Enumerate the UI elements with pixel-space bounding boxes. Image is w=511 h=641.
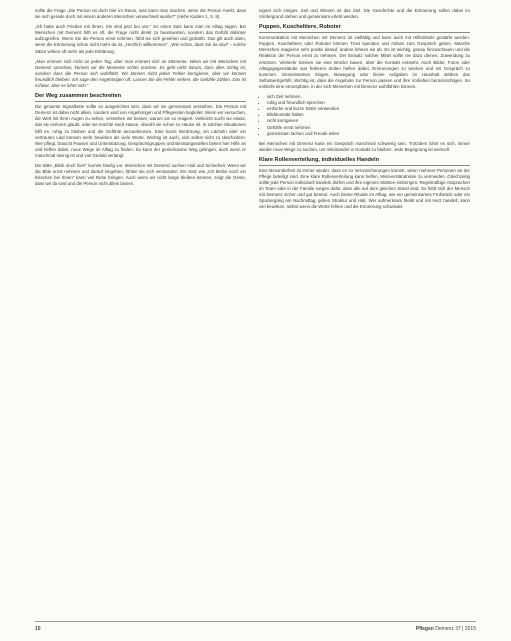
section-divider xyxy=(259,165,470,166)
list-item: • Gefühle ernst nehmen xyxy=(267,125,470,131)
section-heading-rollen: Klare Rollenverteilung, individuelles Handeln xyxy=(259,156,379,163)
section-heading-weg: Der Weg zusammen beschreiten xyxy=(35,93,122,100)
list-item: • ruhig und freundlich sprechen xyxy=(267,100,470,106)
list-item: • sich Zeit nehmen xyxy=(267,94,470,100)
section-divider xyxy=(35,101,246,102)
right-paragraph-3: Bei Menschen mit Demenz kann ein Gespräch manchmal schwierig sein. Trotzdem lohnt es sich, immer wieder neue Wege zu suchen, um miteinander in Kontakt zu bleiben. Jede Begegnung ist wertvoll. xyxy=(259,140,470,152)
right-paragraph-1: eignet sich einiges. Zeit und Wissen ist das Ziel. Die Geschichte und die Erinnerung sollen dabei im Vordergrund stehen und gemeinsam erlebt werden. xyxy=(259,8,470,20)
page-number: 10 xyxy=(35,626,41,632)
left-quote: „Man erinnert sich nicht an jeden Tag, aber man erinnert sich an Momente. Wenn wir mit Menschen mit Demenz sprechen, können wir die Momente schön machen. Es geht nicht darum, dass alles richtig ist, sondern dass die Person sich wohlfühlt. Wir können nicht jeden Fehler korrigieren, aber wir können freundlich bleiben. Ich sage den Angehörigen oft: Lassen Sie die Fehler stehen, die Gefühle zählen. Das ist schwer, aber es lohnt sich.“ xyxy=(35,58,246,89)
list-item: • einfache und kurze Sätze verwenden xyxy=(267,106,470,112)
right-paragraph-2: Kommunikation mit Menschen mit Demenz ist vielfältig und kann auch mit Hilfsmitteln gestärkt werden. Puppen, Kuscheltiere oder Roboter können Trost spenden und Anlass zum Gespräch geben. Manche Menschen reagieren sehr positiv darauf, andere lehnen sie ab. Es ist wichtig, genau hinzuschauen und die Reaktion der Person ernst zu nehmen. Der Einsatz solcher Mittel sollte nie dazu dienen, Zuwendung zu ersetzen. Vielmehr können sie eine Brücke bauen, über die Kontakt entsteht. Auch Bilder, Fotos oder Alltagsgegenstände aus früheren Zeiten helfen dabei, Erinnerungen zu wecken und ins Gespräch zu kommen. Gemeinsames Singen, Bewegung oder kleine Aufgaben im Haushalt stärken das Selbstwertgefühl. Wichtig ist, dass die Angebote zur Person passen und ihre Vorlieben berücksichtigen. So entsteht eine Atmosphäre, in der sich Menschen mit Demenz wohlfühlen können. xyxy=(259,35,470,89)
left-paragraph-1: sollte die Frage „Die Person ist doch hier im Raum, was kann man machen, wenn die Person merkt, dass sie sich gerade doch mit einem anderen Menschen verwechselt wurde?“ (siehe Kasten 1, S. 9). xyxy=(35,8,246,20)
list-item: • gemeinsam lachen und Freude teilen xyxy=(267,131,470,137)
list-item: • nicht korrigieren xyxy=(267,118,470,124)
magazine-issue-suffix: Demenz 37 | 2015 xyxy=(435,626,476,632)
right-paragraph-4: Eine Besonderheit ist immer wieder, dass es zu Verunsicherungen kommt, wenn mehrere Personen an der Pflege beteiligt sind. Eine klare Rollenverteilung kann helfen, Missverständnisse zu vermeiden. Gleichzeitig sollte jede Person individuell handeln dürfen und ihre eigenen Stärken einbringen. Regelmäßige Absprachen im Team oder in der Familie sorgen dafür, dass alle auf dem gleichen Stand sind. So fühlt sich der Mensch mit Demenz sicher und gut betreut. Auch kleine Rituale im Alltag, wie ein gemeinsames Frühstück oder ein Spaziergang am Nachmittag, geben Struktur und Halt. Wer aufmerksam bleibt und mit Herz handelt, kann viel bewirken, selbst wenn die Worte fehlen und die Erinnerung schwindet. xyxy=(259,167,470,210)
left-paragraph-2: „Ich habe auch Frieden mit Ihnen, Sie sind jetzt bei uns.“ So einen Satz kann man im Alltag sagen. Bei Menschen mit Demenz hilft es oft, die Frage nicht direkt zu beantworten, sondern das Gefühl dahinter aufzugreifen. Wenn Sie die Person ernst nehmen, fühlt sie sich gesehen und gestärkt. Das gilt auch dann, wenn die Erinnerung schon nicht mehr da ist. „Herzlich willkommen“, „Wie schön, dass Sie da sind“ – solche Sätze wirken oft mehr als jede Erklärung. xyxy=(35,24,246,54)
magazine-name: Pflegen xyxy=(415,626,434,632)
tips-list xyxy=(259,94,470,137)
section-heading-puppen: Puppen, Kuscheltiere, Roboter xyxy=(259,24,341,31)
left-paragraph-3: Die gesamte Signalkette sollte so ausgerichtet sein, dass wir sie gemeinsam verstehen. Die Person mit Demenz ist dabei nicht allein, sondern wird von Angehörigen und Pflegenden begleitet. Wenn wir versuchen, die Welt mit ihren Augen zu sehen, verstehen wir besser, warum sie so reagiert. Vielleicht sucht sie etwas, das sie verloren glaubt, oder sie möchte nach Hause, obwohl sie schon zu Hause ist. In solchen Situationen hilft es, ruhig zu bleiben und die Gefühle anzuerkennen. Eine kurze Berührung, ein Lächeln oder ein vertrautes Lied können mehr bewirken als viele Worte. Wichtig ist auch, sich selbst nicht zu überfordern. Wer pflegt, braucht Pausen und Unterstützung. Gesprächsgruppen und Beratungsstellen bieten hier Hilfe an und helfen dabei, neue Wege im Alltag zu finden. So kann der gemeinsame Weg gelingen, auch wenn er manchmal steinig ist und viel Geduld verlangt. xyxy=(35,104,246,158)
left-paragraph-4: Die Bitte „Bleib doch hier!“ kommt häufig vor. Menschen mit Demenz suchen Halt und Sicherheit. Wenn wir die Bitte ernst nehmen und darauf eingehen, fühlen sie sich verstanden. Ein Satz wie „Ich bleibe noch ein bisschen bei Ihnen“ kann viel Ruhe bringen. Auch wenn wir nicht lange bleiben können, zeigt die Geste, dass wir da sind und die Person nicht allein lassen. xyxy=(35,162,246,187)
section-divider xyxy=(259,32,470,33)
list-item: • Blickkontakt halten xyxy=(267,112,470,118)
right-column xyxy=(259,8,470,215)
magazine-issue xyxy=(416,626,476,632)
left-column xyxy=(35,8,246,191)
page-footer xyxy=(35,621,476,632)
